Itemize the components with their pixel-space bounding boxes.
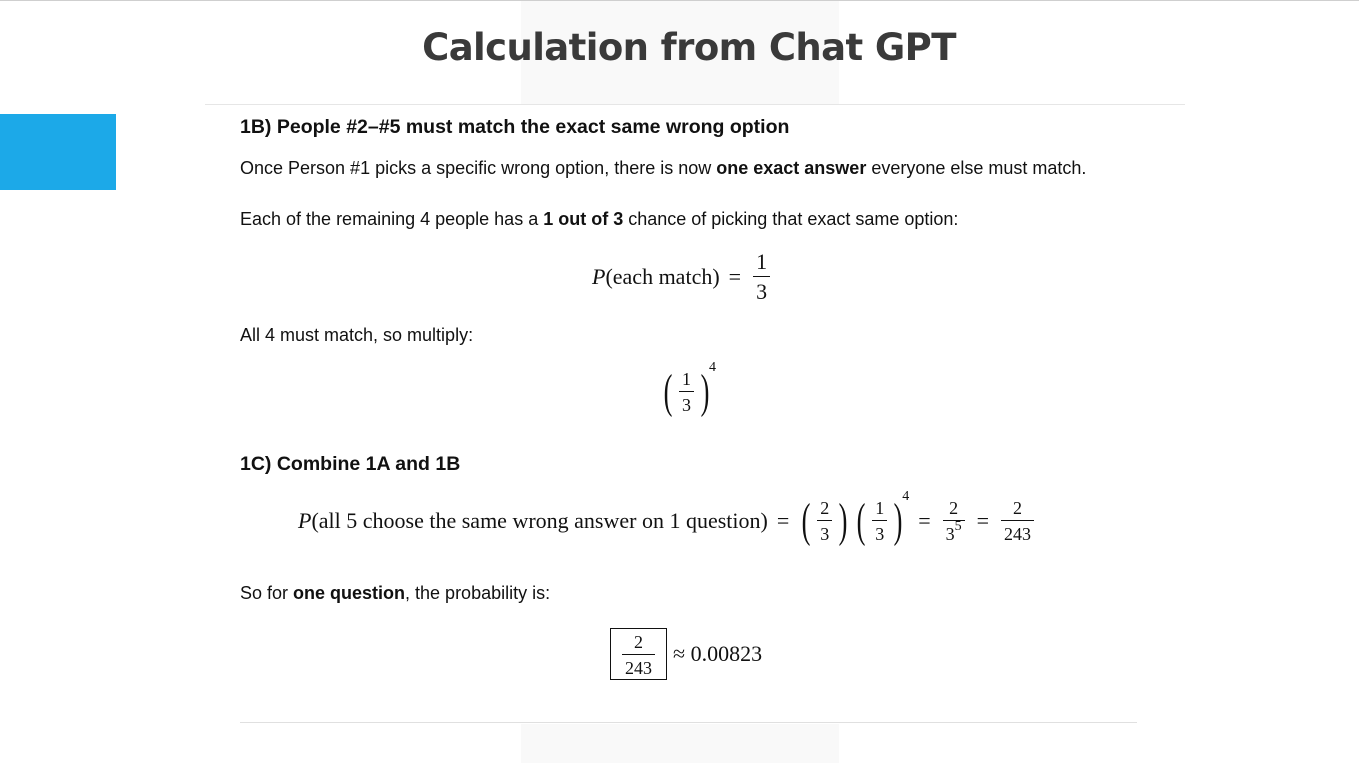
- paragraph-one-out-of-three: [240, 209, 958, 230]
- slide-title: Calculation from Chat GPT: [422, 26, 956, 69]
- base: 3: [945, 523, 955, 544]
- fraction: [1001, 499, 1034, 543]
- numerator: 2: [949, 497, 959, 518]
- section-1b-heading: 1B) People #2–#5 must match the exact same wrong option: [240, 116, 790, 138]
- numerator: 2: [820, 498, 830, 518]
- boxed-result: [610, 628, 667, 680]
- numerator: 1: [756, 249, 768, 274]
- numerator: 2: [1013, 498, 1023, 518]
- numerator: 1: [681, 369, 691, 389]
- equation-combined: [298, 489, 1037, 547]
- equation-result: [610, 628, 762, 680]
- denominator: 243: [622, 654, 655, 677]
- equation-each-match: [592, 251, 773, 303]
- math-equals: =: [776, 508, 790, 533]
- fraction: [753, 251, 770, 303]
- fraction: [679, 370, 694, 414]
- denominator: 3: [872, 520, 887, 543]
- parenthesized-fraction: [853, 494, 906, 547]
- math-var: P: [592, 264, 606, 289]
- exponent: 4: [902, 489, 910, 504]
- math-var: P: [298, 508, 312, 533]
- paragraph-one-question: [240, 583, 550, 604]
- text-run: Once Person #1 picks a specific wrong option, there is now: [240, 158, 717, 178]
- equation-power: [660, 360, 716, 418]
- denominator: 3: [753, 276, 770, 303]
- fraction: [817, 499, 832, 543]
- exponent: 5: [954, 518, 962, 534]
- divider-top: [205, 104, 1185, 105]
- fraction: [943, 499, 965, 544]
- denominator: 3: [679, 391, 694, 414]
- math-arg: (all 5 choose the same wrong answer on 1 question): [311, 508, 768, 533]
- denominator: [943, 520, 965, 544]
- text-run: So for: [240, 583, 294, 603]
- right-paren: ): [838, 494, 848, 547]
- background-panel-bottom: [521, 724, 839, 763]
- right-paren: ): [893, 494, 903, 547]
- math-equals: =: [918, 508, 931, 533]
- bold-run: 1 out of 3: [543, 209, 624, 229]
- bold-run: one exact answer: [716, 158, 867, 178]
- parenthesized-fraction: [660, 365, 713, 418]
- numerator: 1: [875, 498, 885, 518]
- parenthesized-fraction: [798, 494, 851, 547]
- accent-block: [0, 114, 116, 190]
- left-paren: (: [856, 494, 866, 547]
- math-equals: =: [976, 508, 990, 533]
- right-paren: ): [700, 365, 710, 418]
- divider-bottom: [240, 722, 1137, 723]
- paragraph-multiply: All 4 must match, so multiply:: [240, 325, 474, 345]
- section-1c-heading: 1C) Combine 1A and 1B: [240, 453, 461, 475]
- numerator: 2: [634, 632, 643, 652]
- exponent: 4: [708, 360, 716, 375]
- math-equals: =: [728, 264, 742, 289]
- text-run: Each of the remaining 4 people has a: [240, 209, 544, 229]
- denominator: 243: [1001, 520, 1034, 543]
- bold-run: one question: [293, 583, 406, 603]
- fraction: [622, 633, 655, 677]
- text-run: , the probability is:: [405, 583, 551, 603]
- paragraph-one-exact-answer: [240, 158, 1086, 179]
- approximation: ≈ 0.00823: [673, 641, 763, 666]
- text-run: chance of picking that exact same option:: [623, 209, 959, 229]
- denominator: 3: [817, 520, 832, 543]
- text-run: everyone else must match.: [866, 158, 1087, 178]
- math-arg: (each match): [605, 264, 720, 289]
- fraction: [872, 499, 887, 543]
- left-paren: (: [801, 494, 811, 547]
- left-paren: (: [663, 365, 673, 418]
